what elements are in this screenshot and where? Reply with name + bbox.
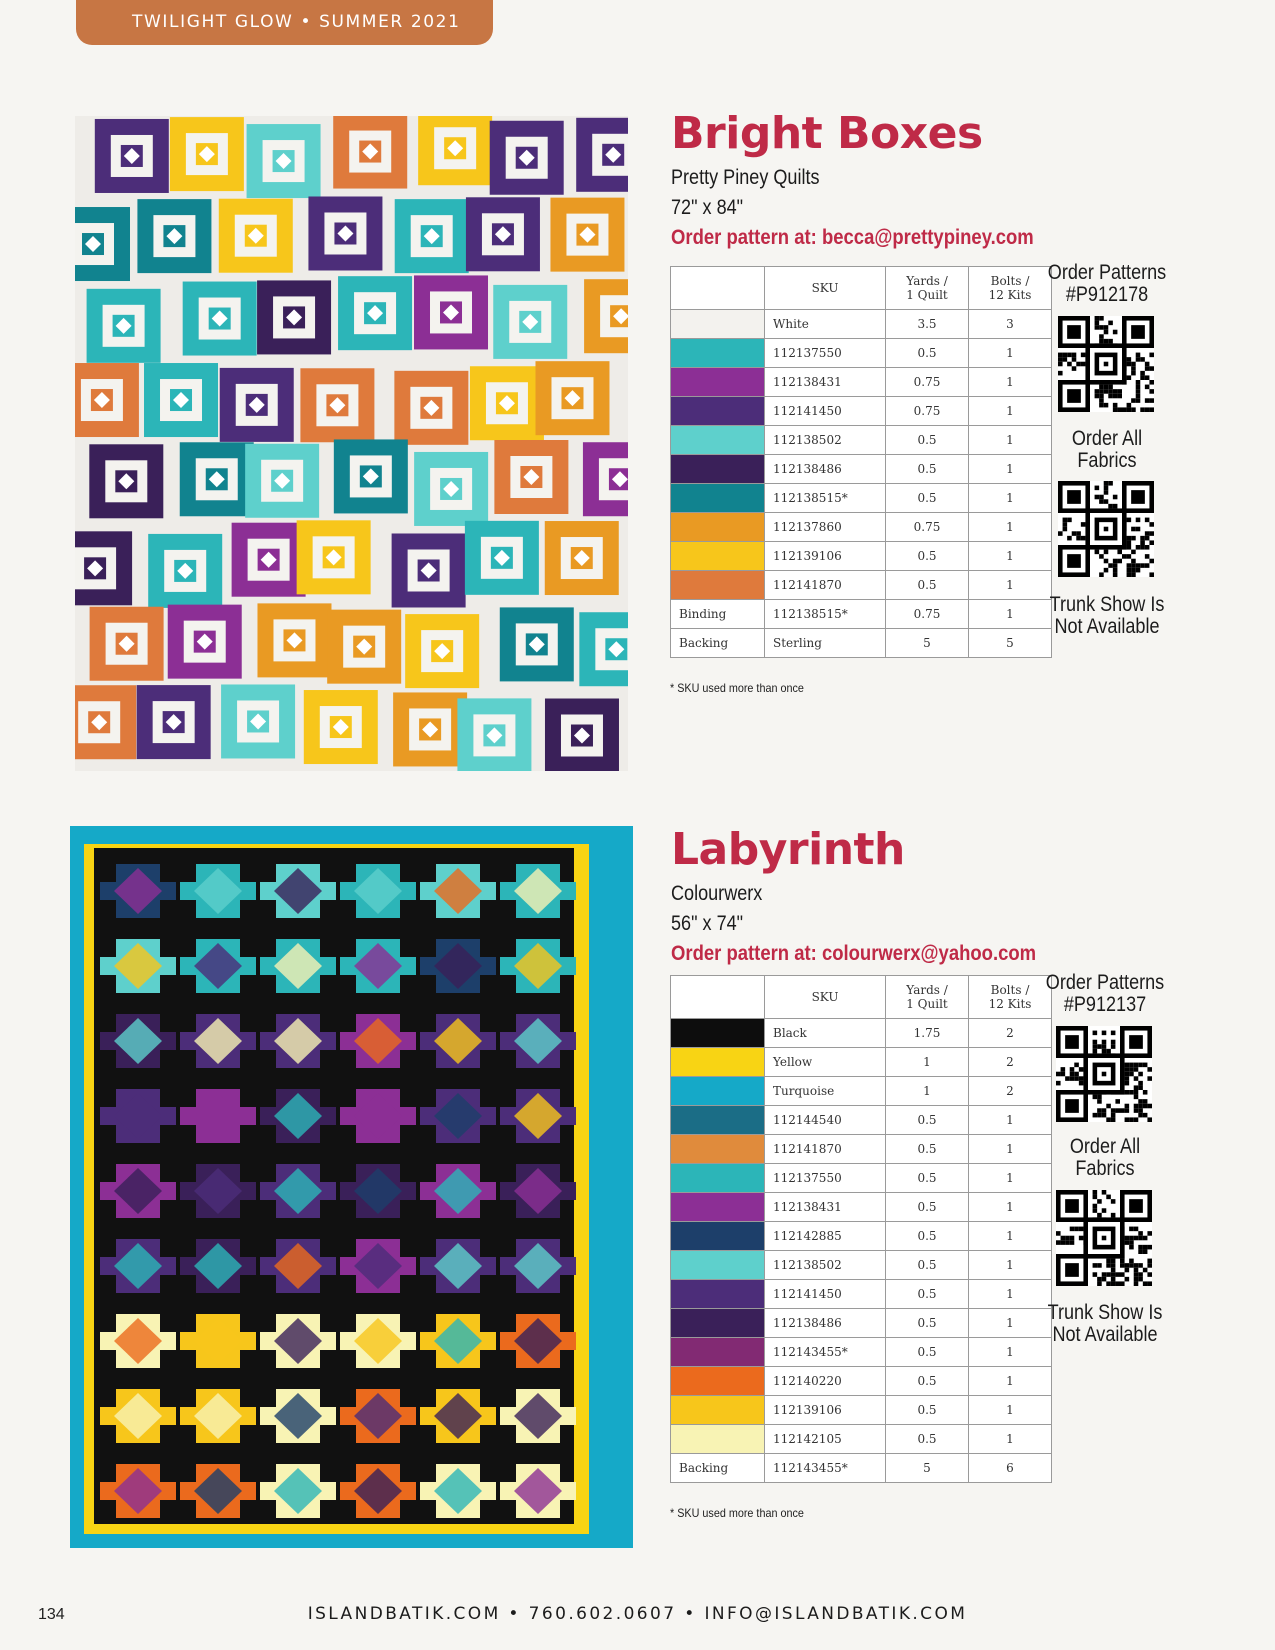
table-row bbox=[671, 1454, 1052, 1483]
yards-cell: 0.5 bbox=[886, 426, 969, 455]
yards-cell: 5 bbox=[886, 629, 969, 658]
sku-cell: 112138486 bbox=[765, 1309, 886, 1338]
order-patterns-label: Order Patterns #P912178 bbox=[1047, 261, 1167, 306]
bolts-cell: 5 bbox=[969, 629, 1052, 658]
table-row bbox=[671, 1425, 1052, 1454]
yards-cell: 0.5 bbox=[886, 1425, 969, 1454]
header-tab: TWILIGHT GLOW • SUMMER 2021 bbox=[76, 0, 493, 45]
bright-boxes-fabric-table bbox=[670, 266, 1052, 658]
table-row bbox=[671, 1367, 1052, 1396]
fabric-swatch bbox=[671, 368, 765, 397]
labyrinth-designer: Colourwerx bbox=[671, 882, 763, 905]
table-row bbox=[671, 1019, 1052, 1048]
yards-cell: 3.5 bbox=[886, 310, 969, 339]
sku-cell: 112139106 bbox=[765, 1396, 886, 1425]
yards-cell: 0.5 bbox=[886, 1280, 969, 1309]
yards-cell: 0.5 bbox=[886, 484, 969, 513]
table-row bbox=[671, 1338, 1052, 1367]
table-row bbox=[671, 1193, 1052, 1222]
sku-cell: 112138502 bbox=[765, 1251, 886, 1280]
bolts-cell: 1 bbox=[969, 513, 1052, 542]
bolts-cell: 1 bbox=[969, 1135, 1052, 1164]
yards-cell: 0.5 bbox=[886, 1396, 969, 1425]
page-number: 134 bbox=[38, 1606, 65, 1623]
bolts-cell: 1 bbox=[969, 455, 1052, 484]
sku-cell: 112141450 bbox=[765, 1280, 886, 1309]
yards-cell: 0.5 bbox=[886, 1135, 969, 1164]
sku-cell: 112138431 bbox=[765, 1193, 886, 1222]
fabric-swatch bbox=[671, 1367, 765, 1396]
labyrinth-quilt-photo bbox=[70, 826, 633, 1548]
fabric-swatch bbox=[671, 310, 765, 339]
order-patterns-label: Order Patterns #P912137 bbox=[1045, 971, 1165, 1016]
sku-header: SKU bbox=[765, 976, 886, 1019]
fabric-swatch bbox=[671, 1019, 765, 1048]
bolts-cell: 1 bbox=[969, 1309, 1052, 1338]
yards-cell: 0.75 bbox=[886, 397, 969, 426]
fabric-swatch bbox=[671, 397, 765, 426]
sku-cell: Black bbox=[765, 1019, 886, 1048]
swatch-header bbox=[671, 976, 765, 1019]
labyrinth-fabric-table bbox=[670, 975, 1052, 1483]
bolts-cell: 1 bbox=[969, 1164, 1052, 1193]
sku-cell: 112141870 bbox=[765, 1135, 886, 1164]
qr-code-icon[interactable] bbox=[1056, 1190, 1152, 1286]
bright-boxes-quilt-photo bbox=[75, 116, 628, 771]
bolts-cell: 1 bbox=[969, 339, 1052, 368]
bolts-cell: 1 bbox=[969, 1367, 1052, 1396]
fabric-swatch bbox=[671, 1396, 765, 1425]
fabric-swatch bbox=[671, 1106, 765, 1135]
bolts-cell: 2 bbox=[969, 1048, 1052, 1077]
table-row bbox=[671, 542, 1052, 571]
sku-cell: Sterling bbox=[765, 629, 886, 658]
bolts-cell: 3 bbox=[969, 310, 1052, 339]
table-row bbox=[671, 484, 1052, 513]
yards-cell: 0.5 bbox=[886, 1338, 969, 1367]
sku-cell: 112138431 bbox=[765, 368, 886, 397]
yards-cell: 0.5 bbox=[886, 1309, 969, 1338]
fabric-swatch bbox=[671, 426, 765, 455]
sku-cell: 112139106 bbox=[765, 542, 886, 571]
sku-cell: 112141450 bbox=[765, 397, 886, 426]
fabric-swatch bbox=[671, 455, 765, 484]
bolts-cell: 1 bbox=[969, 1106, 1052, 1135]
yards-cell: 0.5 bbox=[886, 1193, 969, 1222]
fabric-swatch bbox=[671, 1309, 765, 1338]
sku-cell: Turquoise bbox=[765, 1077, 886, 1106]
bolts-cell: 1 bbox=[969, 1251, 1052, 1280]
bolts-cell: 1 bbox=[969, 1193, 1052, 1222]
yards-header: Yards / 1 Quilt bbox=[886, 976, 969, 1019]
order-all-fabrics-label: Order All Fabrics bbox=[1071, 427, 1143, 472]
sku-cell: 112138515* bbox=[765, 484, 886, 513]
sku-cell: 112137860 bbox=[765, 513, 886, 542]
table-row bbox=[671, 600, 1052, 629]
yards-cell: 0.75 bbox=[886, 368, 969, 397]
fabric-swatch bbox=[671, 1193, 765, 1222]
sku-cell: 112138486 bbox=[765, 455, 886, 484]
row-label: Binding bbox=[671, 600, 765, 629]
table-row bbox=[671, 1222, 1052, 1251]
fabric-swatch bbox=[671, 1280, 765, 1309]
sku-cell: 112138515* bbox=[765, 600, 886, 629]
table-row bbox=[671, 513, 1052, 542]
bolts-cell: 1 bbox=[969, 542, 1052, 571]
row-label: Backing bbox=[671, 629, 765, 658]
yards-cell: 0.5 bbox=[886, 542, 969, 571]
bolts-cell: 1 bbox=[969, 484, 1052, 513]
fabric-swatch bbox=[671, 1077, 765, 1106]
bolts-cell: 1 bbox=[969, 1222, 1052, 1251]
table-row bbox=[671, 339, 1052, 368]
labyrinth-footnote: * SKU used more than once bbox=[670, 1506, 804, 1520]
yards-cell: 0.75 bbox=[886, 513, 969, 542]
qr-code-icon[interactable] bbox=[1056, 1026, 1152, 1122]
bolts-cell: 1 bbox=[969, 571, 1052, 600]
labyrinth-title: Labyrinth bbox=[671, 824, 905, 875]
labyrinth-size: 56" x 74" bbox=[671, 912, 744, 935]
yards-cell: 0.5 bbox=[886, 1106, 969, 1135]
fabric-swatch bbox=[671, 1222, 765, 1251]
fabric-swatch bbox=[671, 1164, 765, 1193]
fabric-swatch bbox=[671, 1135, 765, 1164]
bolts-cell: 1 bbox=[969, 426, 1052, 455]
sku-cell: 112143455* bbox=[765, 1454, 886, 1483]
yards-header: Yards / 1 Quilt bbox=[886, 267, 969, 310]
bright-boxes-size: 72" x 84" bbox=[671, 196, 744, 219]
table-row bbox=[671, 397, 1052, 426]
table-row bbox=[671, 455, 1052, 484]
bolts-cell: 1 bbox=[969, 1425, 1052, 1454]
table-row bbox=[671, 1396, 1052, 1425]
yards-cell: 0.5 bbox=[886, 1222, 969, 1251]
fabric-swatch bbox=[671, 542, 765, 571]
table-row bbox=[671, 1251, 1052, 1280]
fabric-swatch bbox=[671, 571, 765, 600]
row-label: Backing bbox=[671, 1454, 765, 1483]
sku-cell: 112140220 bbox=[765, 1367, 886, 1396]
labyrinth-order-link[interactable]: Order pattern at: colourwerx@yahoo.com bbox=[671, 942, 1037, 965]
footer-contact[interactable]: ISLANDBATIK.COM • 760.602.0607 • INFO@ISLANDBATIK.COM bbox=[307, 1604, 968, 1624]
fabric-swatch bbox=[671, 1338, 765, 1367]
yards-cell: 0.5 bbox=[886, 339, 969, 368]
sku-cell: 112142105 bbox=[765, 1425, 886, 1454]
sku-cell: 112143455* bbox=[765, 1338, 886, 1367]
fabric-swatch bbox=[671, 484, 765, 513]
yards-cell: 1 bbox=[886, 1048, 969, 1077]
bolts-cell: 1 bbox=[969, 1280, 1052, 1309]
fabric-swatch bbox=[671, 1048, 765, 1077]
yards-cell: 1 bbox=[886, 1077, 969, 1106]
trunk-show-label: Trunk Show Is Not Available bbox=[1049, 593, 1165, 638]
fabric-swatch bbox=[671, 513, 765, 542]
bolts-header: Bolts / 12 Kits bbox=[969, 267, 1052, 310]
yards-cell: 0.5 bbox=[886, 571, 969, 600]
sku-cell: 112137550 bbox=[765, 1164, 886, 1193]
bright-boxes-title: Bright Boxes bbox=[671, 108, 983, 159]
fabric-swatch bbox=[671, 1425, 765, 1454]
yards-cell: 1.75 bbox=[886, 1019, 969, 1048]
bolts-cell: 1 bbox=[969, 1338, 1052, 1367]
trunk-show-label: Trunk Show Is Not Available bbox=[1047, 1301, 1163, 1346]
qr-code-icon[interactable] bbox=[1058, 481, 1154, 577]
yards-cell: 0.5 bbox=[886, 1367, 969, 1396]
yards-cell: 0.75 bbox=[886, 600, 969, 629]
table-row bbox=[671, 368, 1052, 397]
table-row bbox=[671, 1077, 1052, 1106]
fabric-swatch bbox=[671, 339, 765, 368]
bright-boxes-order-link[interactable]: Order pattern at: becca@prettypiney.com bbox=[671, 226, 1034, 249]
yards-cell: 0.5 bbox=[886, 455, 969, 484]
sku-cell: 112141870 bbox=[765, 571, 886, 600]
qr-code-icon[interactable] bbox=[1058, 316, 1154, 412]
bolts-cell: 1 bbox=[969, 368, 1052, 397]
bright-boxes-footnote: * SKU used more than once bbox=[670, 681, 804, 695]
bolts-cell: 2 bbox=[969, 1019, 1052, 1048]
sku-cell: White bbox=[765, 310, 886, 339]
bolts-header: Bolts / 12 Kits bbox=[969, 976, 1052, 1019]
sku-cell: 112142885 bbox=[765, 1222, 886, 1251]
yards-cell: 5 bbox=[886, 1454, 969, 1483]
swatch-header bbox=[671, 267, 765, 310]
table-row bbox=[671, 1309, 1052, 1338]
bolts-cell: 6 bbox=[969, 1454, 1052, 1483]
table-row bbox=[671, 310, 1052, 339]
table-row bbox=[671, 426, 1052, 455]
bolts-cell: 2 bbox=[969, 1077, 1052, 1106]
order-all-fabrics-label: Order All Fabrics bbox=[1069, 1135, 1141, 1180]
sku-cell: 112144540 bbox=[765, 1106, 886, 1135]
sku-cell: 112137550 bbox=[765, 339, 886, 368]
table-row bbox=[671, 1135, 1052, 1164]
table-row bbox=[671, 1164, 1052, 1193]
sku-cell: 112138502 bbox=[765, 426, 886, 455]
fabric-swatch bbox=[671, 1251, 765, 1280]
bolts-cell: 1 bbox=[969, 1396, 1052, 1425]
bolts-cell: 1 bbox=[969, 397, 1052, 426]
bright-boxes-designer: Pretty Piney Quilts bbox=[671, 166, 820, 189]
table-row bbox=[671, 629, 1052, 658]
yards-cell: 0.5 bbox=[886, 1164, 969, 1193]
bolts-cell: 1 bbox=[969, 600, 1052, 629]
table-row bbox=[671, 1106, 1052, 1135]
sku-cell: Yellow bbox=[765, 1048, 886, 1077]
sku-header: SKU bbox=[765, 267, 886, 310]
yards-cell: 0.5 bbox=[886, 1251, 969, 1280]
table-row bbox=[671, 1048, 1052, 1077]
table-row bbox=[671, 1280, 1052, 1309]
table-row bbox=[671, 571, 1052, 600]
